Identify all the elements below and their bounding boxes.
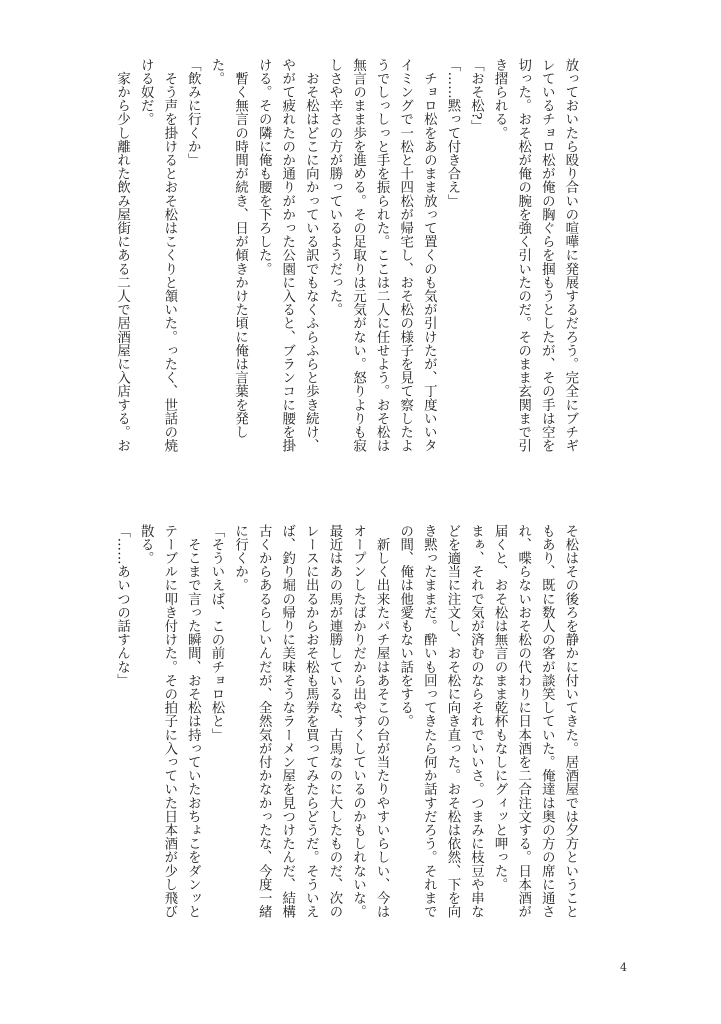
text-line: 家から少し離れた飲み屋街にある二人で居酒屋に入店する。お — [114, 58, 130, 453]
text-line: しさや辛さの方が勝っているようだった。 — [326, 58, 342, 317]
text-line: もあり、既に数人の客が談笑していた。俺達は奥の方の席に通さ — [539, 524, 555, 919]
text-line: ける。その隣に俺も腰を下ろした。 — [256, 58, 272, 276]
text-line: 「そういえば、この前チョロ松と」 — [208, 524, 224, 742]
text-line: テーブルに叩き付けた。その拍子に入っていた日本酒が少し飛び — [161, 524, 177, 919]
text-line: やがて疲れたのか通りがかった公園に入ると、ブランコに腰を掛 — [279, 58, 295, 453]
text-line: まぁ、それで気が済むのならそれでいいさ。つまみに枝豆や串な — [468, 524, 484, 919]
page-number: 4 — [620, 961, 627, 974]
text-line: 「飲みに行くか」 — [185, 58, 201, 167]
text-line: の間、俺は他愛もない話をする。 — [397, 524, 413, 728]
text-line: 放っておいたら殴り合いの喧嘩に発展するだろう。完全にブチギ — [562, 58, 578, 453]
text-line: オープンしたばかりだから出やすくしているのかもしれないな。 — [350, 524, 366, 919]
text-line: き摺られる。 — [492, 58, 508, 140]
text-line: 新しく出来たパチ屋はあそこの台が当たりやすいらしい、今は — [374, 524, 390, 919]
text-line: レースに出るからおそ松も馬券を買ってみたらどうだ。そういえ — [303, 524, 319, 919]
text-line: おそ松はどこに向かっている訳でもなくふらふらと歩き続け、 — [303, 58, 319, 453]
text-line: どを適当に注文し、おそ松に向き直った。おそ松は依然、下を向 — [444, 524, 460, 919]
text-line: き黙ったままだ。酔いも回ってきたら何か話すだろう。それまで — [421, 524, 437, 919]
text-line: 「……あいつの話すんな」 — [114, 524, 130, 688]
text-line: 最近はあの馬が連勝しているな、古馬なのに大したものだ、次の — [326, 524, 342, 919]
text-line: 暫く無言の時間が続き、日が傾きかけた頃に俺は言葉を発し — [232, 58, 248, 439]
text-line: そ松はその後ろを静かに付いてきた。居酒屋では夕方ということ — [562, 524, 578, 919]
text-line: ける奴だ。 — [138, 58, 154, 126]
text-block-top — [110, 58, 582, 498]
text-line: 古くからあるらしいんだが、全然気が付かなかったな、今度一緒 — [256, 524, 272, 919]
text-line: そう声を掛けるとおそ松はこくりと頷いた。ったく、世話の焼 — [161, 58, 177, 453]
text-line: に行くか。 — [232, 524, 248, 592]
text-line: た。 — [208, 58, 224, 86]
text-line: 「……黙って付き合え」 — [444, 58, 460, 208]
text-line: チョロ松をあのまま放って置くのも気が引けたが、丁度いいタ — [421, 58, 437, 453]
text-line: そこまで言った瞬間、おそ松は持っていたおちょこをダンッと — [185, 524, 201, 919]
text-line: 無言のまま歩を進める。その足取りは元気がない。怒りよりも寂 — [350, 58, 366, 453]
text-line: れ、喋らないおそ松の代わりに日本酒を二合注文する。日本酒が — [515, 524, 531, 919]
text-line: うでしっしっと手を振られた。ここは二人に任せよう。おそ松は — [374, 58, 390, 453]
text-line: 散る。 — [138, 524, 154, 565]
text-block-bottom — [110, 524, 582, 964]
text-line: ば、釣り堀の帰りに美味そうなラーメン屋を見つけたんだ、結構 — [279, 524, 295, 919]
text-line: 「おそ松?」 — [468, 58, 484, 134]
text-line: 届くと、おそ松は無言のまま乾杯もなしにグィッと呷った。 — [492, 524, 508, 892]
text-line: イミングで一松と十四松が帰宅し、おそ松の様子を見て察したよ — [397, 58, 413, 453]
text-line: レているチョロ松が俺の胸ぐらを掴もうとしたが、その手は空を — [539, 58, 555, 453]
text-line: 切った。おそ松が俺の腕を強く引いたのだ。そのまま玄関まで引 — [515, 58, 531, 453]
